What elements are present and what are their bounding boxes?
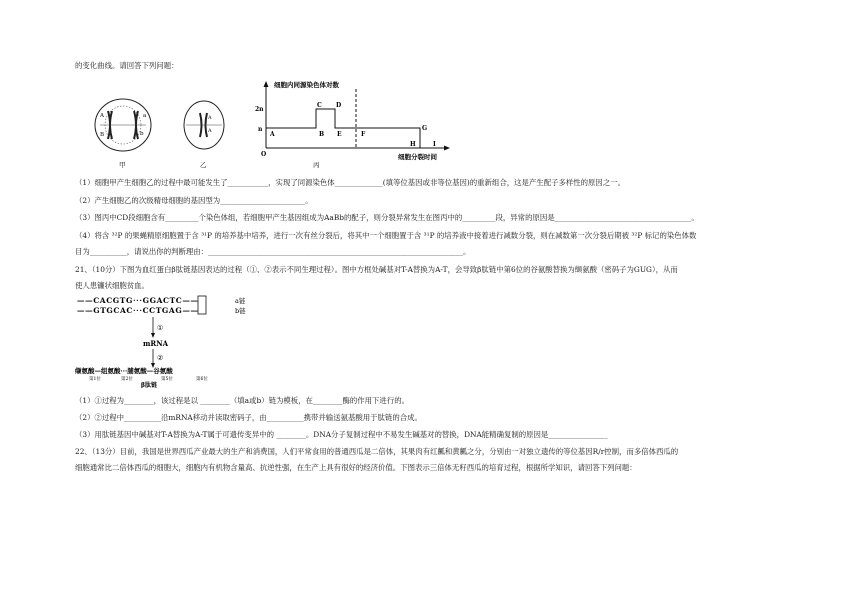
q22-line1: 22、（13分）目前，我国是世界西瓜产业最大的生产和消费国，人们平常食用的普通西瓜是二倍体，其果肉有红瓤和黄瓤之分，分别由一对独立遗传的等位基因R/r控制，而多倍体西瓜的 <box>75 447 679 456</box>
point-I: I <box>433 141 436 148</box>
q21-part1: （1）①过程为________，该过程是以 ________（填a或b）链为模板，在________酶的作用下进行的。 <box>75 396 409 405</box>
intro-text: 的变化曲线。请回答下列问题： <box>75 61 179 70</box>
cell-jia-diagram <box>95 99 151 151</box>
chromosome-pair-graph <box>264 81 451 151</box>
strand-b-label: b链 <box>235 307 246 315</box>
q21-stem-line2: 使人患镰状细胞贫血。 <box>75 281 149 290</box>
position-6: 第6位 <box>196 377 208 382</box>
cell-yi-letter-bottom: A <box>208 128 212 134</box>
cell-jia-letter-B: B <box>100 132 105 138</box>
step-1-label: ① <box>157 324 164 332</box>
q20-part3: （3）图丙中CD段细胞含有_________个染色体组，若细胞甲产生基因组成为AaBb的配子，则分裂异常发生在图丙中的_________段，异常的原因是_____________________________________。 <box>75 213 699 222</box>
strand-b: ——GTGCAC···CCTGAG—— <box>77 306 199 315</box>
position-2: 第2位 <box>121 377 133 382</box>
step-2-label: ② <box>157 354 164 362</box>
meiosis-figure <box>0 75 860 255</box>
graph-xlabel: 细胞分裂时间 <box>398 153 437 161</box>
q22-line2: 细胞通常比二倍体西瓜的细胞大，细胞内有机物含量高、抗逆性强，在生产上具有很好的经济价值。下图表示三倍体无籽西瓜的培育过程，根据所学知识，请回答下列问题： <box>75 463 637 472</box>
q20-part4b: 目为__________，请说出你的判断理由：_____________________________________________________________________。 <box>75 247 471 256</box>
cell-jia-letter-A: A <box>100 113 104 119</box>
cell-bing-name: 丙 <box>313 161 320 169</box>
q21-stem-line1: 21、（10分）下图为血红蛋白β肽链基因表达的过程（①、②表示不同生理过程）。图中方框处碱基对T-A替换为A-T，会导致β肽链中第6位的谷氨酸替换为缬氨酸（密码子为GUG），从而 <box>75 265 678 274</box>
cell-jia-name: 甲 <box>119 161 126 169</box>
cell-yi-diagram <box>184 101 224 149</box>
q20-part4a: （4）将含 ³²P 的果蝇精原细胞置于含 ³¹P 的培养基中培养，进行一次有丝分裂后，将其中一个细胞置于含 ³¹P 的培养液中接着进行减数分裂，则在减数第一次分裂后期被 ³²P 标记的染色体数 <box>75 231 697 240</box>
origin-label: O <box>261 151 267 158</box>
y-tick-n: n <box>258 126 263 133</box>
point-D: D <box>336 102 342 109</box>
point-E: E <box>337 131 342 138</box>
strand-a-label: a链 <box>235 297 246 305</box>
point-B: B <box>319 131 325 138</box>
strand-a: ——CACGTG···GGACTC—— <box>77 296 199 305</box>
peptide-chain: 缬氨酸—组氨酸···脯氨酸—谷氨酸 <box>75 367 173 375</box>
mrna-label: mRNA <box>143 339 169 348</box>
position-1: 第1位 <box>89 377 101 382</box>
position-5: 第5位 <box>161 377 173 382</box>
point-F: F <box>361 131 366 138</box>
q20-part2: （2）产生细胞乙的次级精母细胞的基因型为_______________________。 <box>75 196 313 205</box>
point-A: A <box>270 131 275 138</box>
cell-jia-letter-b: b <box>140 131 144 137</box>
gene-expression-diagram <box>75 293 375 388</box>
point-H: H <box>410 141 416 148</box>
q20-part1: （1）细胞甲产生细胞乙的过程中最可能发生了___________，实现了同源染色体_____________(填等位基因或非等位基因)的重新组合，这是产生配子多样性的原因之一。 <box>75 178 625 187</box>
cell-yi-name: 乙 <box>200 161 207 169</box>
cell-yi-letter-top: A <box>208 115 212 121</box>
y-tick-2n: 2n <box>255 106 264 113</box>
graph-title: 细胞内同源染色体对数 <box>274 81 339 89</box>
cell-jia-letter-a: a <box>143 113 147 119</box>
mutation-box <box>198 296 206 314</box>
product-label: β肽链 <box>141 382 157 388</box>
point-C: C <box>317 102 322 109</box>
q21-part2: （2）②过程中__________沿mRNA移动并读取密码子，由__________携带并输送氨基酸用于肽链的合成。 <box>75 413 422 422</box>
q21-part3: （3）用肽链基因中碱基对T-A替换为A-T属于可遗传变异中的 ________。DNA分子复制过程中不易发生碱基对的替换，DNA能精确复制的原因是________________ <box>75 430 608 439</box>
point-G: G <box>422 125 428 132</box>
